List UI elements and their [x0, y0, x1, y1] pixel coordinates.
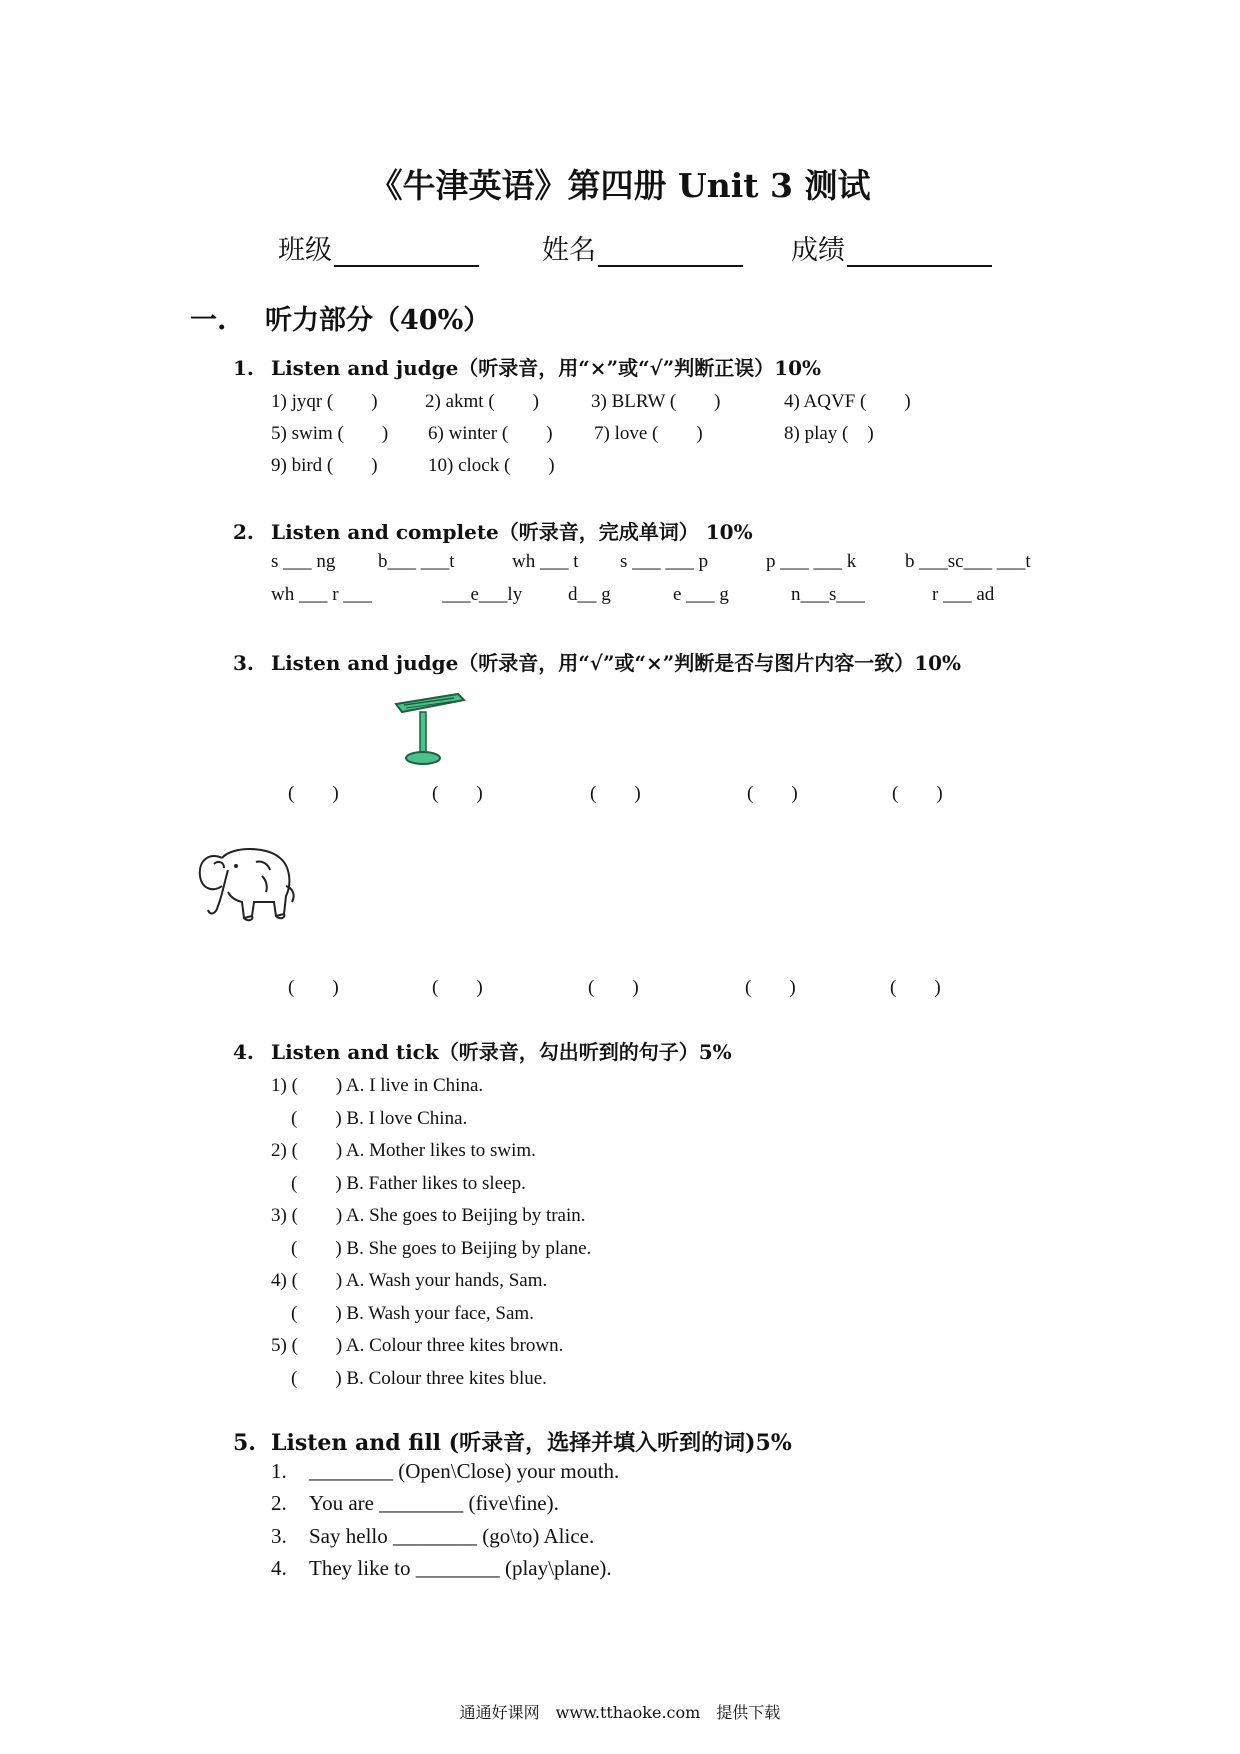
q2-item: p ___ ___ k — [766, 551, 857, 572]
q3-bracket[interactable]: ( ) — [288, 783, 339, 804]
q5-item-number: 1. — [271, 1459, 287, 1483]
section-number: 一. — [190, 305, 227, 336]
q5-item — [271, 1524, 594, 1549]
class-field[interactable] — [278, 228, 479, 267]
q2-title: Listen and complete（听录音，完成单词） 10% — [271, 520, 753, 544]
q3-bracket[interactable]: ( ) — [432, 977, 483, 998]
q1-item: 6) winter ( ) — [428, 423, 553, 444]
q5-item — [271, 1491, 559, 1516]
q5-heading — [233, 1426, 792, 1457]
q4-option: 3) ( ) A. She goes to Beijing by train. — [271, 1205, 586, 1226]
q2-item: b ___sc___ ___t — [905, 551, 1031, 572]
q5-item-number: 3. — [271, 1524, 287, 1548]
q4-option: ( ) B. Wash your face, Sam. — [291, 1303, 534, 1324]
q2-item: n___s___ — [791, 584, 865, 605]
lamp-picture — [392, 690, 472, 770]
q2-item: d__ g — [568, 584, 611, 605]
q2-item: wh ___ r ___ — [271, 584, 372, 605]
q3-bracket[interactable]: ( ) — [890, 977, 941, 998]
q4-option: ( ) B. Colour three kites blue. — [291, 1368, 547, 1389]
q3-bracket[interactable]: ( ) — [745, 977, 796, 998]
q1-heading — [233, 352, 821, 381]
q5-item-text: ________ (Open\Close) your mouth. — [309, 1459, 620, 1483]
q5-item-number: 4. — [271, 1556, 287, 1580]
q4-title: Listen and tick（听录音，勾出听到的句子）5% — [271, 1040, 732, 1064]
q2-heading — [233, 516, 753, 545]
q4-option: ( ) B. Father likes to sleep. — [291, 1173, 526, 1194]
footer: 通通好课网 www.tthaoke.com 提供下载 — [459, 1703, 781, 1722]
score-blank[interactable] — [847, 239, 992, 267]
q5-item-text: They like to ________ (play\plane). — [309, 1556, 612, 1580]
q2-item: wh ___ t — [512, 551, 579, 572]
q1-item: 5) swim ( ) — [271, 423, 389, 444]
q1-item: 8) play ( ) — [784, 423, 874, 444]
q1-item: 9) bird ( ) — [271, 455, 378, 476]
q1-item: 2) akmt ( ) — [425, 391, 539, 412]
q3-bracket[interactable]: ( ) — [590, 783, 641, 804]
q3-title: Listen and judge（听录音，用“√”或“×”判断是否与图片内容一致）10% — [271, 651, 962, 675]
q4-option: 2) ( ) A. Mother likes to swim. — [271, 1140, 536, 1161]
q2-item: r ___ ad — [932, 584, 995, 605]
score-label: 成绩 — [791, 235, 845, 266]
class-blank[interactable] — [334, 239, 479, 267]
section-label: 听力部分（40%） — [265, 305, 491, 336]
name-label: 姓名 — [542, 235, 596, 266]
q3-heading — [233, 647, 961, 676]
q3-bracket[interactable]: ( ) — [747, 783, 798, 804]
class-label: 班级 — [278, 235, 332, 266]
q1-item: 3) BLRW ( ) — [591, 391, 721, 412]
q4-option: 4) ( ) A. Wash your hands, Sam. — [271, 1270, 548, 1291]
q5-title: Listen and fill (听录音，选择并填入听到的词)5% — [271, 1430, 792, 1456]
q2-item: b___ ___t — [378, 551, 455, 572]
page-title: 《牛津英语》第四册 Unit 3 测试 — [369, 166, 871, 205]
q2-number: 2. — [233, 520, 254, 544]
q5-item — [271, 1556, 612, 1581]
q4-option: 5) ( ) A. Colour three kites brown. — [271, 1335, 564, 1356]
q4-heading — [233, 1036, 732, 1065]
q2-item: ___e___ly — [442, 584, 523, 605]
q2-item: e ___ g — [673, 584, 729, 605]
score-field[interactable] — [791, 228, 992, 267]
q1-item: 4) AQVF ( ) — [784, 391, 911, 412]
q3-bracket[interactable]: ( ) — [432, 783, 483, 804]
q1-title: Listen and judge（听录音，用“×”或“√”判断正误）10% — [271, 356, 822, 380]
q3-bracket[interactable]: ( ) — [588, 977, 639, 998]
name-blank[interactable] — [598, 239, 743, 267]
q5-item-text: Say hello ________ (go\to) Alice. — [309, 1524, 595, 1548]
q5-number: 5. — [233, 1430, 256, 1456]
section-heading — [190, 298, 490, 337]
q4-option: ( ) B. She goes to Beijing by plane. — [291, 1238, 592, 1259]
q1-item: 7) love ( ) — [594, 423, 703, 444]
q5-item — [271, 1459, 619, 1484]
q3-bracket[interactable]: ( ) — [288, 977, 339, 998]
q1-item: 10) clock ( ) — [428, 455, 555, 476]
q5-item-text: You are ________ (five\fine). — [309, 1491, 559, 1515]
q4-option: 1) ( ) A. I live in China. — [271, 1075, 484, 1096]
q4-option: ( ) B. I love China. — [291, 1108, 468, 1129]
q1-item: 1) jyqr ( ) — [271, 391, 378, 412]
q3-bracket[interactable]: ( ) — [892, 783, 943, 804]
q2-item: s ___ ___ p — [620, 551, 709, 572]
q4-number: 4. — [233, 1040, 254, 1064]
name-field[interactable] — [542, 228, 743, 267]
q1-number: 1. — [233, 356, 254, 380]
q2-item: s ___ ng — [271, 551, 336, 572]
q3-number: 3. — [233, 651, 254, 675]
elephant-picture — [192, 836, 300, 926]
q5-item-number: 2. — [271, 1491, 287, 1515]
